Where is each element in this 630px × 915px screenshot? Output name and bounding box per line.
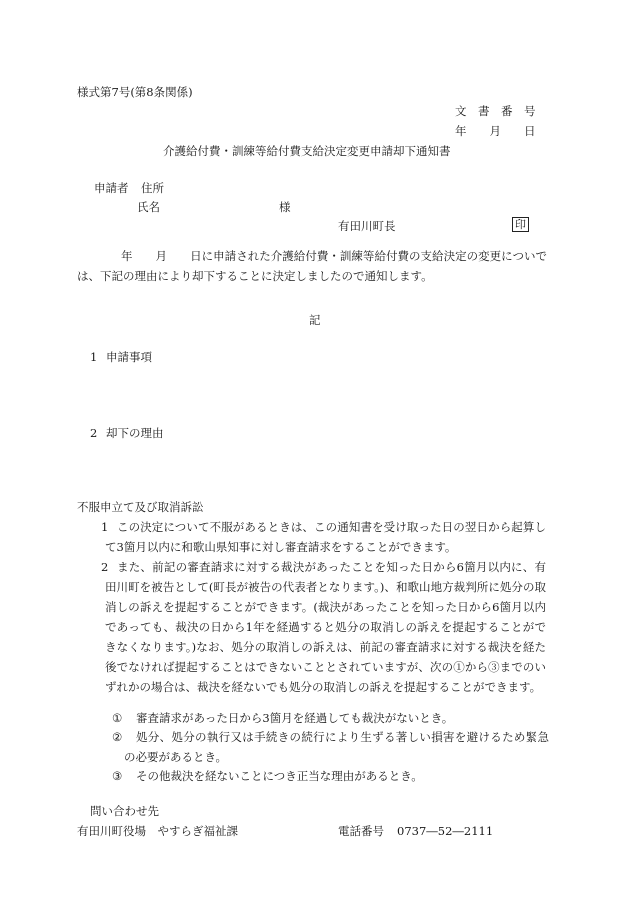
appeal-item-1: この決定について不服があるときは、この通知書を受け取った日の翌日から起算して3箇月以内に和歌山県知事に対し審査請求をすることができます。 — [105, 520, 546, 554]
seal-text: 印 — [512, 217, 529, 232]
contact-office: 有田川町役場 やすらぎ福祉課 — [77, 824, 238, 838]
ki-label: 記 — [309, 313, 321, 327]
section-2-label: 却下の理由 — [106, 426, 164, 440]
applicant-label: 申請者 — [94, 181, 129, 195]
address-label: 住所 — [141, 181, 164, 195]
appeal-sub-3-number: ③ — [112, 769, 123, 783]
appeal-sub-1-number: ① — [112, 711, 123, 725]
appeal-item-2-number: 2 — [101, 560, 109, 574]
document-title: 介護給付費・訓練等給付費支給決定変更申請却下通知書 — [163, 144, 451, 158]
section-2-number: 2 — [90, 426, 98, 440]
section-1-number: 1 — [90, 350, 98, 364]
phone-label: 電話番号 — [338, 824, 384, 838]
section-1-label: 申請事項 — [106, 350, 152, 364]
name-label: 氏名 — [137, 200, 160, 214]
contact-label: 問い合わせ先 — [90, 804, 159, 818]
date-label: 年 月 日 — [455, 124, 536, 138]
issuer-name: 有田川町長 — [338, 219, 396, 233]
document-number-label: 文 書 番 号 — [455, 104, 536, 118]
intro-paragraph: 年 月 日に申請された介護給付費・訓練等給付費の支給決定の変更についでは、下記の理由により却下することに決定しましたので通知します。 — [77, 249, 547, 283]
appeal-sub-2-number: ② — [112, 730, 123, 744]
seal-mark — [512, 217, 529, 232]
appeal-sub-1: 審査請求があった日から3箇月を経過しても裁決がないとき。 — [136, 711, 454, 725]
appeal-item-2: また、前記の審査請求に対する裁決があったことを知った日から6箇月以内に、有田川町を被告として(町長が被告の代表者となります。)、和歌山地方裁判所に処分の取消しの訴えを提起することができます。(裁決があったことを知った日から6箇月以内であっても、裁決の日から1年を経過すると処分の取消しの訴えを提起することができなくなります。)なお、処分の取消しの訴えは、前記の審査請求に対する裁決を経た後でなければ提起することはできないこととされていますが、次の①から③までのいずれかの場合は、裁決を経ないでも処分の取消しの訴えを提起することができます。 — [105, 560, 546, 694]
appeal-heading: 不服申立て及び取消訴訟 — [77, 500, 204, 514]
appeal-sub-2: 処分、処分の執行又は手続きの続行により生ずる著しい損害を避けるため緊急の必要があるとき。 — [124, 730, 549, 764]
form-label: 様式第7号(第8条関係) — [77, 85, 193, 99]
appeal-sub-3: その他裁決を経ないことにつき正当な理由があるとき。 — [136, 769, 423, 783]
phone-number: 0737―52―2111 — [397, 824, 494, 838]
appeal-item-1-number: 1 — [101, 520, 109, 534]
honorific: 様 — [279, 200, 291, 214]
